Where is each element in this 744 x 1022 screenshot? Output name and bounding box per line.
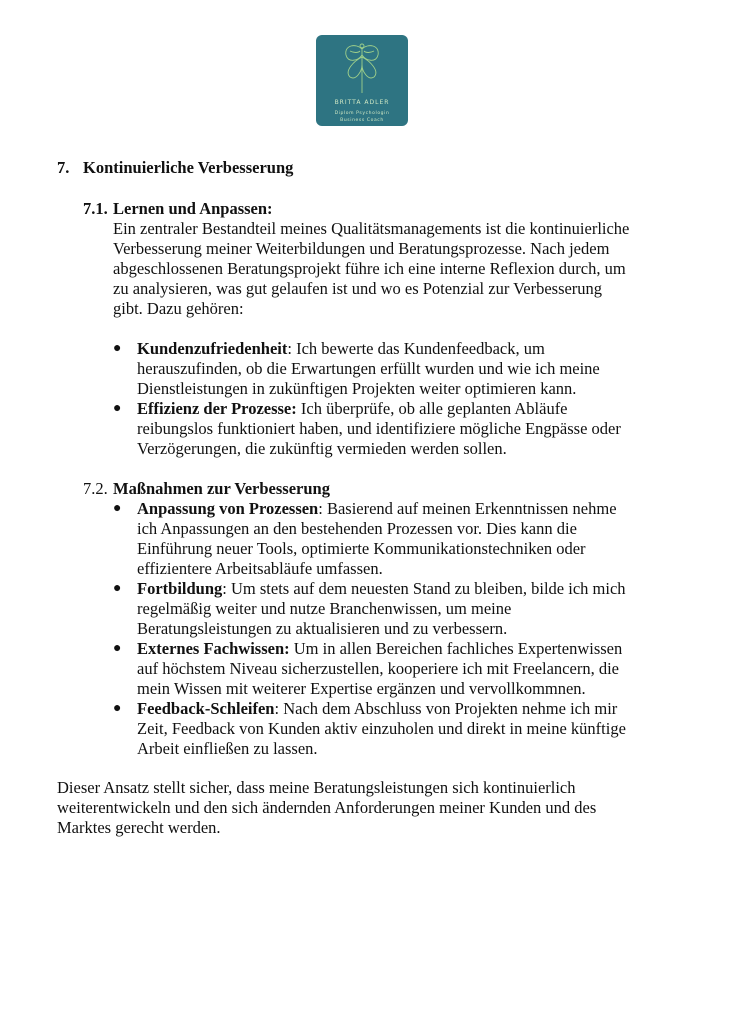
bullet-text-line: Beratungsleistungen zu aktualisieren und zu verbessern. <box>137 619 508 638</box>
bullet-text-line: Arbeit einfließen zu lassen. <box>137 739 318 758</box>
bullet-text: : Ich bewerte das Kundenfeedback, um <box>287 339 545 358</box>
list-item <box>113 499 673 579</box>
paragraph-line: Dieser Ansatz stellt sicher, dass meine Beratungsleistungen sich kontinuierlich <box>57 778 576 797</box>
bullet-text: Ich überprüfe, ob alle geplanten Abläufe <box>296 399 568 418</box>
bullet-text-line: Einführung neuer Tools, optimierte Kommunikationstechniken oder <box>137 539 586 558</box>
paragraph-line: gibt. Dazu gehören: <box>113 299 244 318</box>
logo-subtitle-1: Diplom Psychologin <box>334 111 390 116</box>
list-item <box>113 579 673 639</box>
bullet-text-line: reibungslos funktioniert haben, und identifiziere mögliche Engpässe oder <box>137 419 621 438</box>
list-item <box>113 699 673 759</box>
section-7-title: Kontinuierliche Verbesserung <box>83 158 294 177</box>
paragraph-line: Verbesserung meiner Weiterbildungen und Beratungsprozesse. Nach jedem <box>113 239 610 258</box>
bullet-text-line: auf höchstem Niveau sicherzustellen, kooperiere ich mit Freelancern, die <box>137 659 619 678</box>
bullet-icon: ● <box>113 701 122 716</box>
section-7-heading <box>57 158 293 178</box>
brand-logo <box>316 35 408 126</box>
closing-paragraph <box>57 778 697 838</box>
list-item <box>113 339 673 399</box>
list-item <box>113 639 673 699</box>
logo-subtitle-2: Business Coach <box>340 118 384 123</box>
bullet-text-line: mein Wissen mit weiterer Expertise ergänzen und vervollkommnen. <box>137 679 586 698</box>
bullet-icon: ● <box>113 581 122 596</box>
bullet-text: : Nach dem Abschluss von Projekten nehme ich mir <box>274 699 618 718</box>
bullet-icon: ● <box>113 641 122 656</box>
bullet-text: : Basierend auf meinen Erkenntnissen nehme <box>318 499 617 518</box>
bullet-text-line: Zeit, Feedback von Kunden aktiv einzuholen und direkt in meine künftige <box>137 719 626 738</box>
bullet-icon: ● <box>113 401 122 416</box>
bullet-term: Feedback-Schleifen <box>137 699 275 718</box>
bullet-icon: ● <box>113 501 122 516</box>
paragraph-line: weiterentwickeln und den sich ändernden Anforderungen meiner Kunden und des <box>57 798 597 817</box>
dragonfly-logo-icon <box>336 41 388 97</box>
bullet-text-line: effizientere Arbeitsabläufe umfassen. <box>137 559 383 578</box>
section-7-2-title: Maßnahmen zur Verbesserung <box>113 479 330 498</box>
bullet-term: Kundenzufriedenheit <box>137 339 288 358</box>
bullet-text: Um in allen Bereichen fachliches Expertenwissen <box>289 639 623 658</box>
section-7-1-title: Lernen und Anpassen: <box>113 199 273 218</box>
section-7-number: 7. <box>57 158 70 177</box>
logo-name: BRITTA ADLER <box>334 99 390 106</box>
bullet-text-line: ich Anpassungen an den bestehenden Prozessen vor. Dies kann die <box>137 519 577 538</box>
paragraph-line: zu analysieren, was gut gelaufen ist und wo es Potenzial zur Verbesserung <box>113 279 603 298</box>
bullet-term: Fortbildung <box>137 579 223 598</box>
section-7-1-heading <box>83 199 273 219</box>
bullet-term: Effizienz der Prozesse: <box>137 399 297 418</box>
list-item <box>113 399 673 459</box>
section-7-1-bullet-list <box>113 339 673 459</box>
section-7-2-bullet-list <box>113 499 673 759</box>
bullet-icon: ● <box>113 341 122 356</box>
section-7-1-paragraph <box>113 219 673 319</box>
paragraph-line: Marktes gerecht werden. <box>57 818 221 837</box>
paragraph-line: Ein zentraler Bestandteil meines Qualitätsmanagements ist die kontinuierliche <box>113 219 630 238</box>
section-7-1-number: 7.1. <box>83 199 108 218</box>
bullet-text-line: Dienstleistungen in zukünftigen Projekten weiter optimieren kann. <box>137 379 577 398</box>
bullet-text-line: Verzögerungen, die zukünftig vermieden werden sollen. <box>137 439 507 458</box>
bullet-term: Externes Fachwissen: <box>137 639 290 658</box>
section-7-2-number: 7.2. <box>83 479 108 498</box>
section-7-2-heading <box>83 479 330 499</box>
bullet-text-line: regelmäßig weiter und nutze Branchenwissen, um meine <box>137 599 512 618</box>
paragraph-line: abgeschlossenen Beratungsprojekt führe ich eine interne Reflexion durch, um <box>113 259 626 278</box>
bullet-text-line: herauszufinden, ob die Erwartungen erfüllt wurden und wie ich meine <box>137 359 600 378</box>
bullet-term: Anpassung von Prozessen <box>137 499 319 518</box>
bullet-text: : Um stets auf dem neuesten Stand zu bleiben, bilde ich mich <box>222 579 626 598</box>
